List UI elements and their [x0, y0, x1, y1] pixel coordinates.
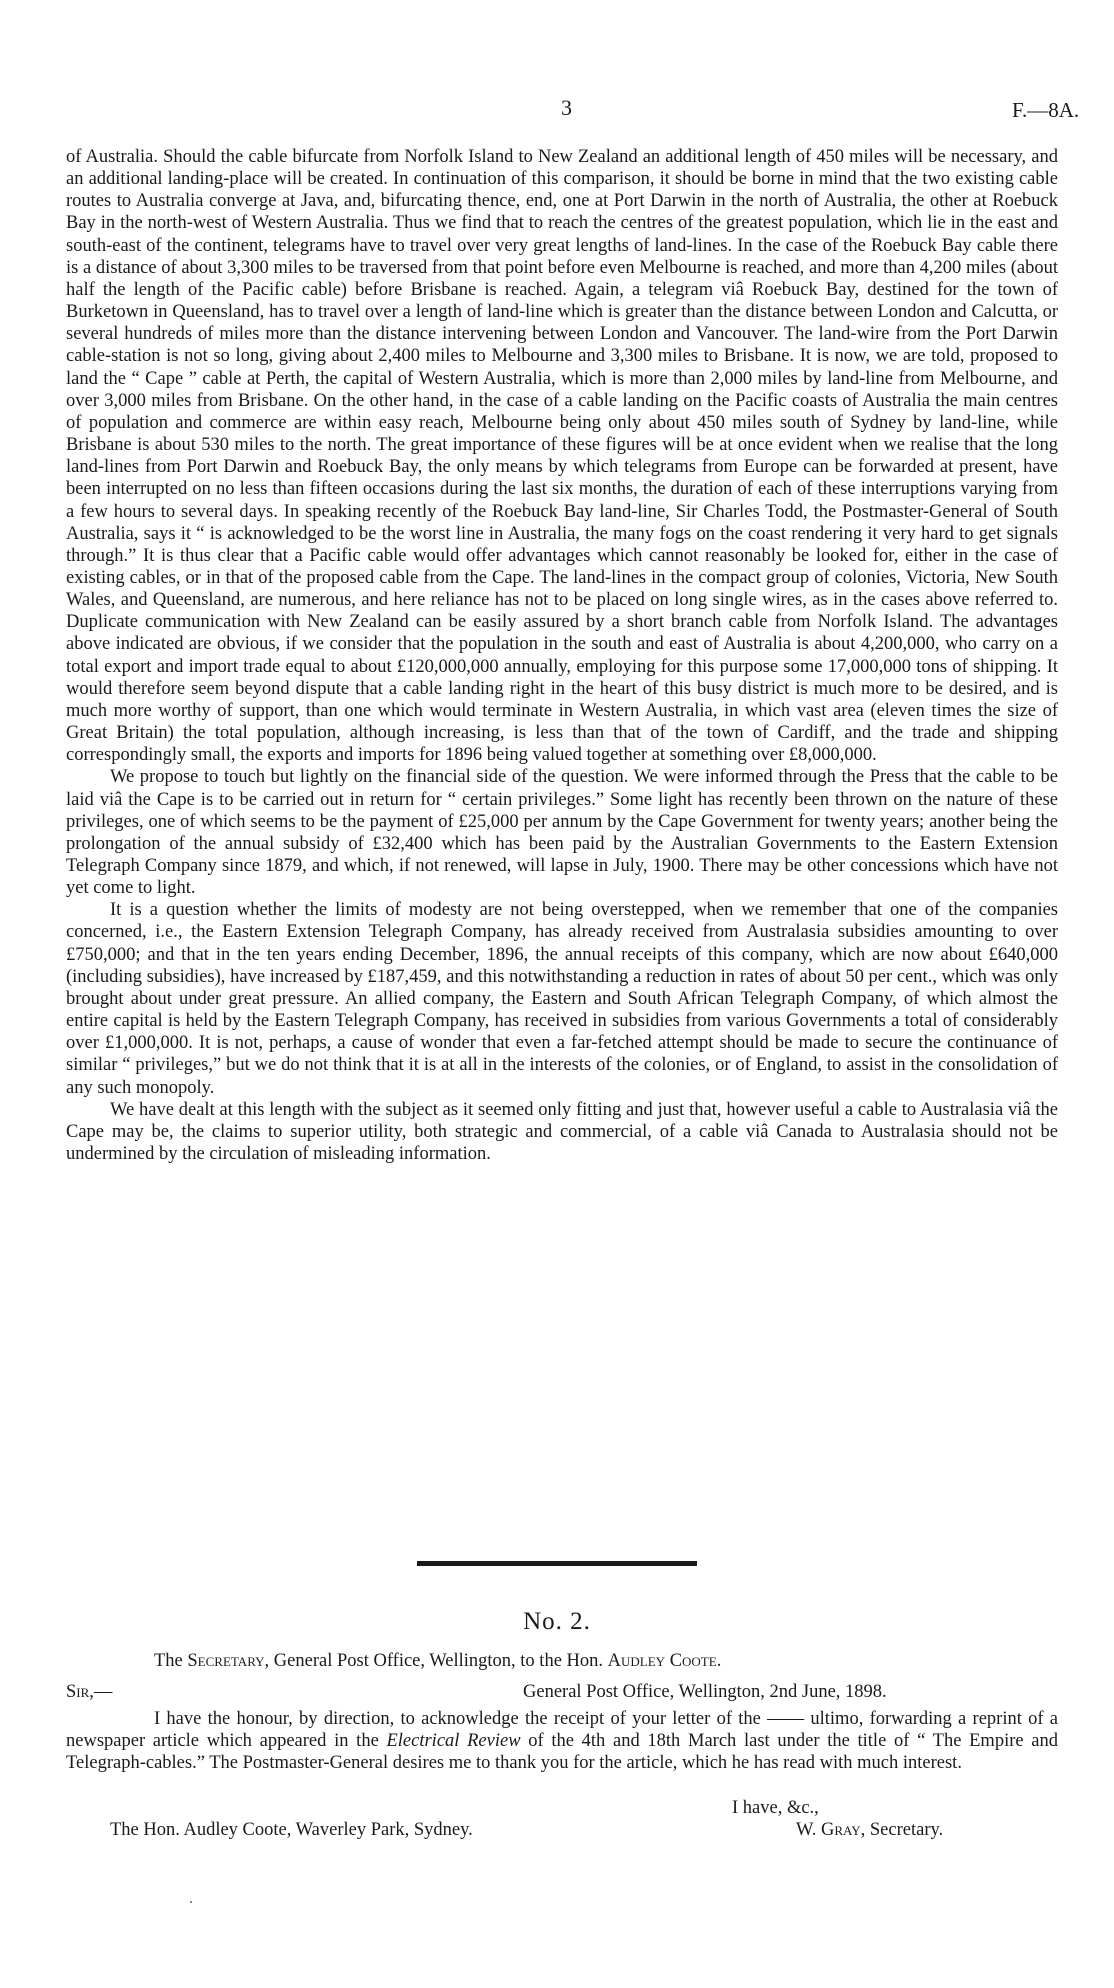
letter-number-heading: No. 2.	[523, 1608, 591, 1635]
document-reference: F.—8A.	[1012, 98, 1080, 122]
letter-header	[154, 1650, 721, 1672]
letter-header-pre: The	[154, 1651, 183, 1671]
paragraph-3: It is a question whether the limits of modesty are not being overstepped, when we remember that one of the companies concerned, i.e., the Eastern Extension Telegraph Company, has already received from Australasia subsidies amounting to over £750,000; and that in the ten years ending December, 1896, the annual receipts of this company, which are now about £640,000 (including subsidies), have increased by £187,459, and this notwithstanding a reduction in rates of about 50 per cent., which was only brought about under great pressure. An allied company, the Eastern and South African Telegraph Company, of which almost the entire capital is held by the Eastern Telegraph Company, has received in subsidies from various Governments a total of considerably over £1,000,000. It is not, perhaps, a cause of wonder that even a far-fetched attempt should be made to secure the continuance of similar “ privileges,” but we do not think that it is at all in the interests of the colonies, or of England, to assist in the consolidation of any such monopoly.	[66, 900, 1058, 1098]
section-divider	[417, 1561, 697, 1566]
paper-speck	[190, 1901, 192, 1903]
letter-closing: I have, &c.,	[732, 1798, 819, 1818]
page-number: 3	[561, 95, 572, 120]
letter-body-b: of the 4th and 18th March last under the title of “ The Empire and Telegraph-cables.” The Postmaster-General desires me to thank you for the article, which he has read with much interest.	[66, 1731, 1058, 1773]
letter-body-a: I have the honour, by direction, to acknowledge the receipt of your letter of the —— ultimo, forwarding a reprint of a newspaper article which appeared in the	[66, 1709, 1058, 1751]
paragraph-2: We propose to touch but lightly on the financial side of the question. We were informed through the Press that the cable to be laid viâ the Cape is to be carried out in return for “ certain privileges.” Some light has recently been thrown on the nature of these privileges, one of which seems to be the payment of £25,000 per annum by the Cape Government for twenty years; another being the prolongation of the annual subsidy of £32,400 which has been paid by the Australian Governments to the Eastern Extension Telegraph Company since 1879, and which, if not renewed, will lapse in July, 1900. There may be other concessions which have not yet come to light.	[66, 767, 1058, 899]
letter-place-date: General Post Office, Wellington, 2nd June, 1898.	[523, 1682, 887, 1702]
letter-journal-title: Electrical Review	[386, 1731, 521, 1751]
paragraph-4: We have dealt at this length with the subject as it seemed only fitting and just that, however useful a cable to Australasia viâ the Cape may be, the claims to superior utility, both strategic and commercial, of a cable viâ Canada to Australasia should not be undermined by the circulation of misleading information.	[66, 1099, 1058, 1165]
letter-signature	[796, 1819, 943, 1841]
signature-title: , Secretary.	[860, 1820, 944, 1840]
letter-sender: Secretary	[187, 1651, 265, 1671]
letter-salutation: Sir,—	[66, 1682, 113, 1702]
letter-header-mid: , General Post Office, Wellington, to the Hon.	[264, 1651, 604, 1671]
letter-header-end: .	[716, 1651, 722, 1671]
letter-body	[66, 1708, 1058, 1774]
paragraph-1: of Australia. Should the cable bifurcate from Norfolk Island to New Zealand an additional length of 450 miles will be necessary, and an additional landing-place will be created. In continuation of this comparison, it should be borne in mind that the two existing cable routes to Australia converge at Java, and, bifurcating thence, end, one at Port Darwin in the north of Australia, the other at Roebuck Bay in the north-west of Western Australia. Thus we find that to reach the centres of the greatest population, which lie in the east and south-east of the continent, telegrams have to travel over very great lengths of land-lines. In the case of the Roebuck Bay cable there is a distance of about 3,300 miles to be traversed from that point before even Melbourne is reached, and more than 4,200 miles (about half the length of the Pacific cable) before Brisbane is reached. Again, a telegram viâ Roebuck Bay, destined for the town of Burketown in Queensland, has to travel over a length of land-line which is greater than the distance between London and Calcutta, or several hundreds of miles more than the distance intervening between London and Vancouver. The land-wire from the Port Darwin cable-station is not so long, giving about 2,400 miles to Melbourne and 3,300 miles to Brisbane. It is now, we are told, proposed to land the “ Cape ” cable at Perth, the capital of Western Australia, which is more than 2,000 miles by land-line from Melbourne, and over 3,000 miles from Brisbane. On the other hand, in the case of a cable landing on the Pacific coasts of Australia the main centres of population and commerce are within easy reach, Melbourne being only about 450 miles south of Sydney by land-line, while Brisbane is about 530 miles to the north. The great importance of these figures will be at once evident when we realise that the long land-lines from Port Darwin and Roebuck Bay, the only means by which telegrams from Europe can be forwarded at present, have been interrupted on no less than fifteen occasions during the last six months, the duration of each of these interruptions varying from a few hours to several days. In speaking recently of the Roebuck Bay land-line, Sir Charles Todd, the Postmaster-General of South Australia, says it “ is acknowledged to be the worst line in Australia, the many fogs on the coast rendering it very hard to get signals through.” It is thus clear that a Pacific cable would offer advantages which cannot reasonably be looked for, either in the case of existing cables, or in that of the proposed cable from the Cape. The land-lines in the compact group of colonies, Victoria, New South Wales, and Queensland, are numerous, and here reliance has not to be placed on long single wires, as in the cases above referred to. Duplicate communication with New Zealand can be easily assured by a short branch cable from Norfolk Island. The advantages above indicated are obvious, if we consider that the population in the south and east of Australia is about 4,200,000, who carry on a total export and import trade equal to about £120,000,000 annually, employing for this purpose some 17,000,000 tons of shipping. It would therefore seem beyond dispute that a cable landing right in the heart of this busy district is much more to be desired, and is much more worthy of support, than one which would terminate in Western Australia, in which vast area (eleven times the size of Great Britain) the total population, although increasing, is less than that of the town of Cardiff, and the trade and shipping correspondingly small, the exports and imports for 1896 being valued together at something over £8,000,000.	[66, 147, 1058, 766]
letter-addressee: Audley Coote	[607, 1651, 717, 1671]
signature-name: W. Gray	[796, 1820, 861, 1840]
article-body	[66, 146, 1058, 1165]
letter-address: The Hon. Audley Coote, Waverley Park, Sydney.	[110, 1820, 473, 1840]
